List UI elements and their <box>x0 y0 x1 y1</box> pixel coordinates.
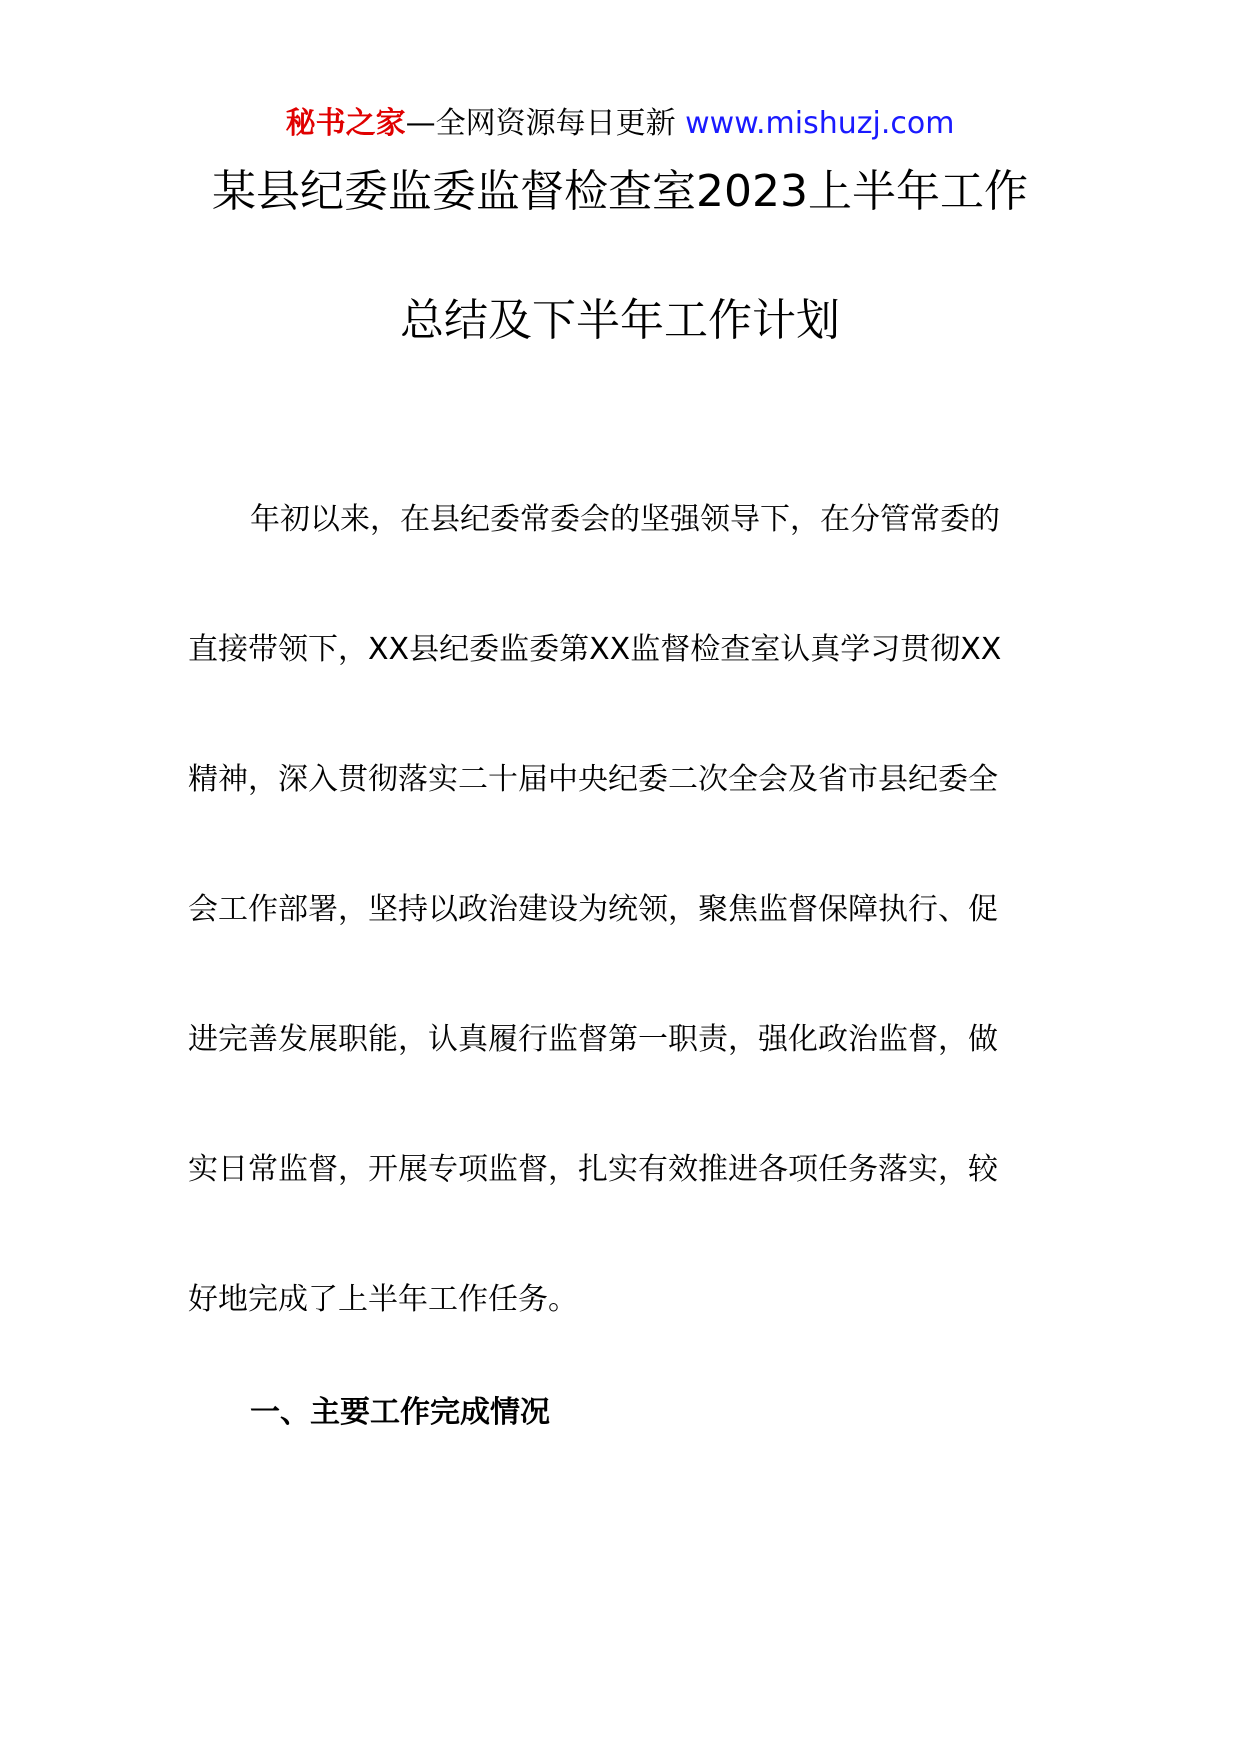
paragraph-line: 直接带领下，XX县纪委监委第XX监督检查室认真学习贯彻XX <box>188 632 1002 667</box>
site-banner <box>0 104 1240 144</box>
document-title-line-1: 某县纪委监委监督检查室2023上半年工作 <box>212 166 1028 217</box>
banner-tagline: —全网资源每日更新 <box>405 106 686 141</box>
paragraph-line: 好地完成了上半年工作任务。 <box>188 1282 578 1317</box>
site-url-link[interactable]: www.mishuzj.com <box>685 106 955 141</box>
paragraph-line: 精神，深入贯彻落实二十届中央纪委二次全会及省市县纪委全 <box>188 762 998 797</box>
paragraph-line: 实日常监督，开展专项监督，扎实有效推进各项任务落实，较 <box>188 1152 998 1187</box>
paragraph-line: 年初以来，在县纪委常委会的坚强领导下，在分管常委的 <box>250 502 1000 537</box>
paragraph-line: 会工作部署，坚持以政治建设为统领，聚焦监督保障执行、促 <box>188 892 998 927</box>
section-heading: 一、主要工作完成情况 <box>250 1395 550 1430</box>
document-title-line-2: 总结及下半年工作计划 <box>400 295 840 346</box>
brand-name: 秘书之家 <box>285 106 406 141</box>
paragraph-line: 进完善发展职能，认真履行监督第一职责，强化政治监督，做 <box>188 1022 998 1057</box>
